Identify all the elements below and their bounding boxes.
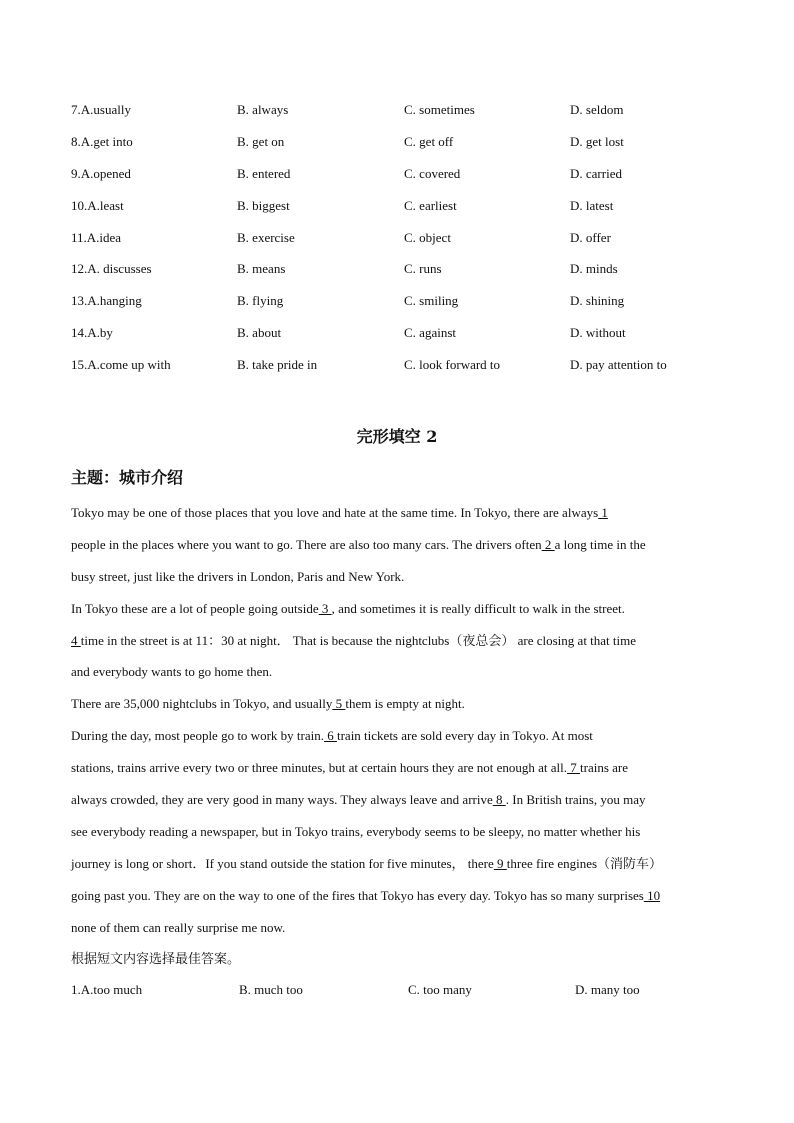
option-c: C. earliest (404, 197, 457, 213)
passage-line (71, 726, 723, 758)
option-a: 11.A.idea (71, 229, 122, 245)
option-c: C. look forward to (404, 357, 501, 373)
option-a: 15.A.come up with (71, 357, 171, 373)
option-c: C. covered (404, 165, 461, 181)
option-row-9 (71, 164, 751, 196)
option-a: 12.A. discusses (71, 261, 152, 277)
blank-5: 5 (332, 696, 346, 712)
option-a: 10.A.least (71, 197, 124, 213)
passage-text: train tickets are sold every day in Tokyo. At most (336, 728, 593, 744)
option-c: C. against (404, 325, 456, 341)
option-a: 14.A.by (71, 325, 113, 341)
instruction: 根据短文内容选择最佳答案。 (71, 952, 241, 967)
section-title: 完形填空 2 (356, 427, 438, 446)
option-a: 9.A.opened (71, 165, 131, 181)
blank-10: 10 (643, 887, 661, 903)
passage-text: stations, trains arrive every two or three minutes, but at certain hours they are not enough at all. (71, 760, 568, 776)
option-row-12 (71, 259, 751, 291)
passage-line (71, 662, 723, 694)
blank-6: 6 (323, 728, 337, 744)
option-c: C. runs (404, 261, 442, 277)
passage-text: Tokyo may be one of those places that you love and hate at the same time. In Tokyo, there are always (71, 505, 599, 520)
option-row-7 (71, 100, 751, 132)
passage-line (71, 535, 723, 567)
option-row-10 (71, 196, 751, 228)
option-b: B. always (237, 102, 289, 117)
passage (71, 503, 723, 949)
passage-line (71, 918, 723, 950)
blank-3: 3 (318, 600, 332, 616)
passage-line (71, 503, 723, 535)
option-row-13 (71, 291, 751, 323)
option-d: D. offer (570, 229, 611, 245)
passage-text: In Tokyo these are a lot of people going outside (71, 600, 319, 616)
passage-line (71, 631, 723, 663)
blank-8: 8 (492, 792, 506, 808)
blank-4: 4 (71, 632, 81, 648)
passage-line (71, 694, 723, 726)
blank-7: 7 (567, 760, 581, 776)
option-row-14 (71, 323, 751, 355)
option-b: B. entered (237, 165, 291, 181)
option-d: D. latest (570, 197, 614, 213)
passage-text: none of them can really surprise me now. (71, 919, 286, 935)
passage-line (71, 758, 723, 790)
option-d: D. minds (570, 261, 618, 277)
passage-line (71, 567, 723, 599)
blank-2: 2 (541, 536, 555, 552)
option-a: 13.A.hanging (71, 293, 142, 309)
option-d: D. without (570, 325, 626, 341)
passage-text: three fire engines（消防车） (506, 855, 663, 871)
topic-heading: 主题：城市介绍 (71, 468, 184, 487)
passage-text: see everybody reading a newspaper, but in Tokyo trains, everybody seems to be sleepy, no matter whether his (71, 823, 641, 839)
passage-line (71, 599, 723, 631)
passage-text: and everybody wants to go home then. (71, 664, 273, 680)
option-row-11 (71, 228, 751, 260)
passage-text: a long time in the (554, 536, 646, 552)
option-d: D. shining (570, 293, 625, 309)
passage-line (71, 886, 723, 918)
option-row-8 (71, 132, 751, 164)
option-c: C. too many (408, 982, 472, 997)
passage-text: busy street, just like the drivers in London, Paris and New York. (71, 568, 405, 584)
option-b: B. means (237, 261, 286, 277)
option-d: D. get lost (570, 133, 624, 149)
passage-text: , and sometimes it is really difficult to walk in the street. (331, 600, 625, 616)
option-b: B. exercise (237, 229, 295, 245)
passage-text: them is empty at night. (345, 696, 465, 712)
option-a: 1.A.too much (71, 982, 143, 997)
option-row-15 (71, 355, 751, 387)
option-d: D. carried (570, 165, 622, 181)
option-d: D. many too (575, 982, 640, 997)
option-c: C. object (404, 229, 451, 245)
blank-1: 1 (598, 505, 608, 520)
option-b: B. take pride in (237, 357, 318, 373)
passage-line (71, 854, 723, 886)
passage-line (71, 790, 723, 822)
option-b: B. get on (237, 133, 285, 149)
option-c: C. smiling (404, 293, 459, 309)
option-a: 8.A.get into (71, 133, 133, 149)
blank-9: 9 (493, 855, 507, 871)
passage-text: There are 35,000 nightclubs in Tokyo, and usually (71, 696, 333, 712)
option-b: B. about (237, 325, 282, 341)
options-top (71, 100, 751, 387)
option-b: B. biggest (237, 197, 290, 213)
option-d: D. seldom (570, 102, 624, 117)
passage-text: always crowded, they are very good in many ways. They always leave and arrive (71, 792, 493, 808)
passage-text: going past you. They are on the way to one of the fires that Tokyo has every day. Tokyo has so many surprises (71, 887, 644, 903)
option-d: D. pay attention to (570, 357, 667, 373)
option-b: B. flying (237, 293, 284, 309)
passage-text: . In British trains, you may (505, 792, 646, 808)
passage-text: During the day, most people go to work by train. (71, 728, 324, 744)
option-b: B. much too (239, 982, 303, 997)
passage-text: trains are (580, 760, 629, 776)
option-c: C. get off (404, 133, 454, 149)
option-row-1 (71, 980, 751, 1012)
passage-text: time in the street is at 11：30 at night． That is because the nightclubs（夜总会） are closing at that time (80, 632, 637, 648)
passage-line (71, 822, 723, 854)
option-c: C. sometimes (404, 102, 475, 117)
passage-text: people in the places where you want to go. There are also too many cars. The drivers often (71, 536, 542, 552)
passage-text: journey is long or short．If you stand outside the station for five minutes， there (71, 855, 494, 871)
option-a: 7.A.usually (71, 102, 131, 117)
options-bottom (71, 980, 751, 1012)
